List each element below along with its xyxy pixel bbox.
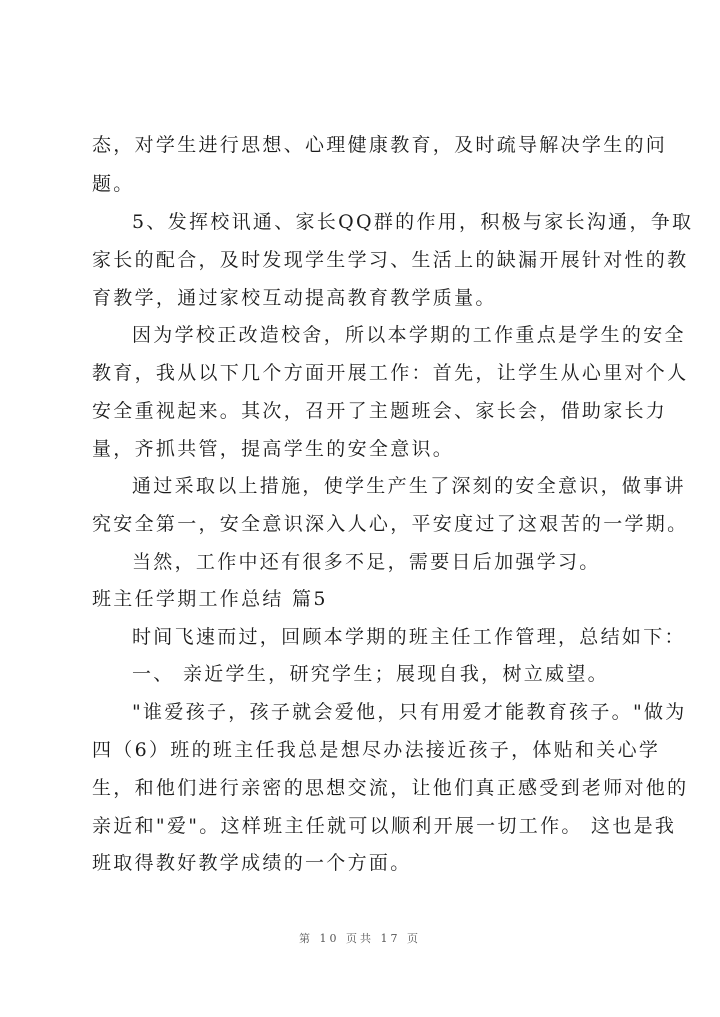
body-text-line: 量，齐抓共管，提高学生的安全意识。 (92, 438, 455, 460)
paragraph-start-line: 因为学校正改造校舍，所以本学期的工作重点是学生的安全 (132, 324, 686, 346)
body-text-line: 教育，我从以下几个方面开展工作：首先，让学生从心里对个人 (92, 362, 689, 384)
paragraph-start-line: 通过采取以上措施，使学生产生了深刻的安全意识，做事讲 (132, 475, 686, 497)
body-text-line: 育教学，通过家校互动提高教育教学质量。 (92, 287, 497, 309)
body-text-line: 班取得教好教学成绩的一个方面。 (92, 852, 412, 874)
section-heading: 班主任学期工作总结 篇5 (92, 588, 328, 610)
paragraph-start-line: 一、 亲近学生，研究学生；展现自我，树立威望。 (132, 663, 609, 685)
paragraph-start-line: 5、发挥校讯通、家长QQ群的作用，积极与家长沟通，争取 (132, 211, 694, 233)
body-text-line: 安全重视起来。其次，召开了主题班会、家长会，借助家长力 (92, 400, 668, 422)
paragraph-start-line: 时间飞速而过，回顾本学期的班主任工作管理，总结如下： (132, 626, 686, 648)
body-text-line: 生，和他们进行亲密的思想交流，让他们真正感受到老师对他的 (92, 777, 689, 799)
body-text-line: 题。 (92, 173, 135, 195)
paragraph-start-line: 当然，工作中还有很多不足，需要日后加强学习。 (132, 551, 601, 573)
page-number-footer: 第 10 页共 17 页 (299, 932, 421, 945)
paragraph-start-line: "谁爱孩子，孩子就会爱他，只有用爱才能教育孩子。"做为 (132, 701, 687, 723)
body-text-line: 态，对学生进行思想、心理健康教育，及时疏导解决学生的问 (92, 134, 668, 156)
body-text-line: 四（6）班的班主任我总是想尽办法接近孩子，体贴和关心学 (92, 739, 661, 761)
body-text-line: 究安全第一，安全意识深入人心，平安度过了这艰苦的一学期。 (92, 513, 689, 535)
body-text-line: 家长的配合，及时发现学生学习、生活上的缺漏开展针对性的教 (92, 249, 689, 271)
body-text-line: 亲近和"爱"。这样班主任就可以顺利开展一切工作。 这也是我 (92, 815, 677, 837)
